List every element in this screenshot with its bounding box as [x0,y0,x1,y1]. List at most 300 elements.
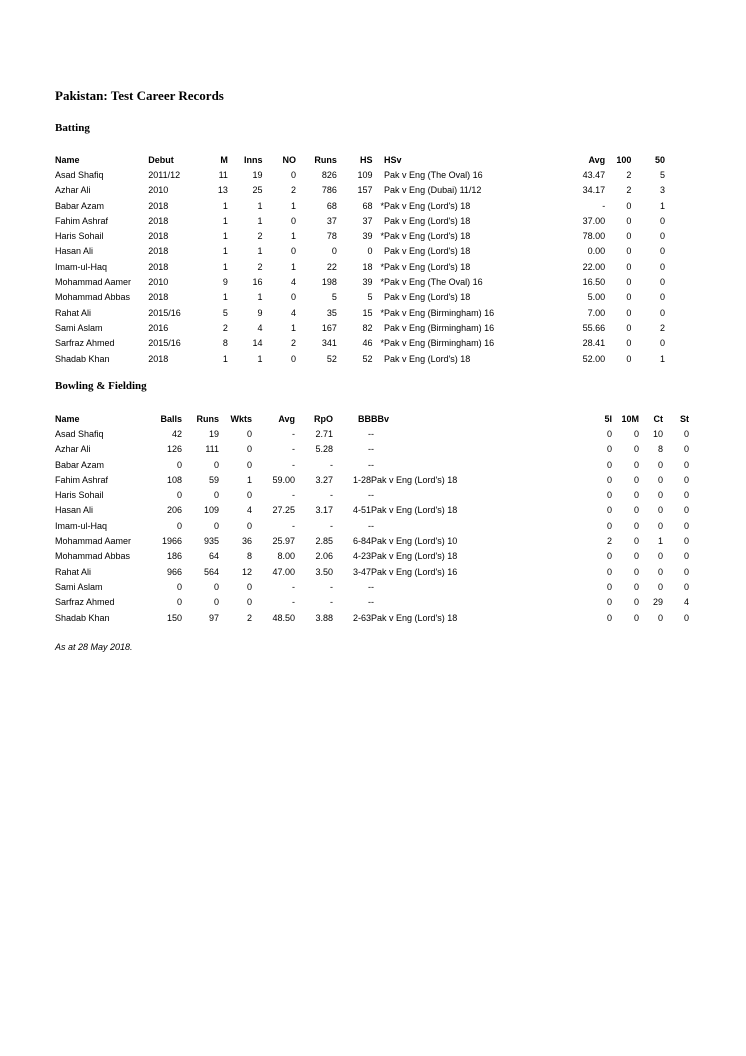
batting-cell: * [380,231,385,242]
batting-cell: 7.00 [587,307,606,318]
bowling-cell: 0 [683,490,689,501]
bowling-cell: 564 [203,566,219,577]
batting-cell: 0 [626,246,632,257]
batting-cell: Pak v Eng (Birmingham) 16 [384,338,495,349]
batting-cell: 0 [626,261,632,272]
batting-cell: Babar Azam [55,200,105,211]
batting-cell: 52 [362,353,373,364]
batting-cell: 1 [222,215,228,226]
batting-cell: 0 [626,215,632,226]
bowling-cell: Pak v Eng (Lord's) 18 [371,474,458,485]
bowling-cell: - [292,428,295,439]
bowling-cell: - [292,581,295,592]
batting-cell: 1 [257,215,263,226]
bowling-cell: 4 [683,597,689,608]
bowling-cell: Hasan Ali [55,505,94,516]
table-row [55,259,665,274]
bowling-header-row [55,411,689,426]
bowling-cell: 0 [246,520,252,531]
batting-cell: 198 [321,277,337,288]
batting-cell: 82 [362,322,373,333]
batting-cell: 0 [626,353,632,364]
batting-cell: 18 [362,261,373,272]
table-row [55,503,689,518]
bowling-cell: 2.06 [315,551,333,562]
bowling-cell: - [371,444,374,455]
bowling-cell: 0 [683,505,689,516]
batting-cell: 2018 [148,231,169,242]
batting-cell: 9 [222,277,228,288]
bowling-header-cell: BBv [371,413,390,424]
batting-cell: Pak v Eng (Lord's) 18 [384,292,471,303]
batting-cell: 25 [252,185,263,196]
bowling-cell: Sami Aslam [55,581,103,592]
bowling-cell: 5.28 [315,444,333,455]
bowling-cell: - [368,597,371,608]
batting-cell: Imam-ul-Haq [55,261,108,272]
bowling-cell: 8 [657,444,663,455]
batting-cell: 1 [291,322,297,333]
bowling-header-cell: 5I [604,413,612,424]
batting-header-cell: M [220,154,228,165]
bowling-cell: 0 [633,566,639,577]
batting-cell [373,320,385,335]
batting-cell: 2 [291,338,297,349]
table-row [55,198,665,213]
batting-cell: 1 [222,292,228,303]
bowling-cell: 0 [606,597,612,608]
bowling-cell: 3.27 [315,474,333,485]
bowling-cell: 1 [246,474,252,485]
bowling-cell: - [292,444,295,455]
batting-cell: 341 [321,338,337,349]
batting-cell: 0 [659,338,665,349]
bowling-cell: 0 [246,459,252,470]
bowling-cell: Sarfraz Ahmed [55,597,115,608]
batting-cell: 1 [291,200,297,211]
batting-cell: Pak v Eng (The Oval) 16 [384,277,483,288]
bowling-cell: 0 [683,612,689,623]
batting-cell: 2010 [148,277,169,288]
bowling-cell: 0 [246,428,252,439]
batting-header-cell: Name [55,154,80,165]
bowling-cell: 29 [652,597,663,608]
bowling-cell: 6-84 [352,536,371,547]
batting-cell: 55.66 [582,322,606,333]
batting-cell: 0 [659,307,665,318]
table-row [55,564,689,579]
batting-cell: 0 [291,215,297,226]
batting-cell: 1 [222,231,228,242]
batting-header-cell: HSv [384,154,402,165]
bowling-header-cell: Ct [653,413,663,424]
bowling-cell: 0 [213,490,219,501]
bowling-cell: - [330,581,333,592]
batting-cell: 2 [626,169,632,180]
batting-header-cell: Runs [314,154,337,165]
bowling-cell: Haris Sohail [55,490,104,501]
batting-cell: 2 [257,231,263,242]
batting-cell: Pak v Eng (Dubai) 11/12 [384,185,482,196]
batting-cell: 14 [252,338,263,349]
bowling-cell: 0 [657,581,663,592]
batting-header-cell: Inns [243,154,263,165]
batting-cell: 0 [659,261,665,272]
batting-cell: 1 [257,353,263,364]
batting-cell: 0 [626,338,632,349]
batting-cell: 1 [222,261,228,272]
batting-cell: 43.47 [582,169,606,180]
batting-cell: 28.41 [582,338,606,349]
batting-cell: 0 [659,277,665,288]
bowling-cell: - [368,581,371,592]
batting-cell: 0 [291,353,297,364]
batting-cell: 2 [659,322,665,333]
bowling-cell: - [371,490,374,501]
batting-cell: 2 [222,322,228,333]
bowling-cell: 59 [208,474,219,485]
batting-cell: 0 [626,307,632,318]
batting-cell [373,183,385,198]
batting-cell: * [380,261,385,272]
batting-cell: 46 [362,338,373,349]
batting-cell: 2015/16 [148,338,181,349]
batting-cell: 786 [321,185,337,196]
batting-heading: Batting [55,122,90,134]
bowling-cell: - [368,490,371,501]
table-row [55,336,665,351]
batting-cell: 68 [326,200,337,211]
bowling-cell: Imam-ul-Haq [55,520,108,531]
bowling-cell: 0 [176,597,182,608]
bowling-cell: Pak v Eng (Lord's) 16 [371,566,458,577]
bowling-cell: 0 [683,459,689,470]
table-row [55,244,665,259]
bowling-cell: 0 [633,612,639,623]
batting-cell: - [602,200,606,211]
bowling-cell: 0 [176,581,182,592]
batting-cell: 0 [659,292,665,303]
bowling-cell: 3.88 [315,612,333,623]
bowling-cell: 0 [606,505,612,516]
batting-cell: 1 [222,246,228,257]
batting-cell: 1 [291,261,297,272]
batting-cell [373,167,385,182]
batting-cell: 0 [626,231,632,242]
bowling-header-cell: Balls [160,413,182,424]
table-row [55,595,689,610]
batting-cell: 0 [659,215,665,226]
batting-cell: Pak v Eng (Lord's) 18 [384,215,471,226]
bowling-cell: 1-28 [352,474,371,485]
batting-cell: 2 [291,185,297,196]
bowling-cell: 0 [633,581,639,592]
batting-cell: 2018 [148,215,169,226]
bowling-cell: Asad Shafiq [55,428,104,439]
bowling-cell: 0 [633,474,639,485]
bowling-header-cell: BB [358,413,371,424]
bowling-cell: 25.97 [272,536,295,547]
bowling-cell: 0 [606,520,612,531]
batting-header-cell: NO [282,154,297,165]
bowling-cell: - [368,444,371,455]
bowling-cell: 3.50 [315,566,333,577]
batting-cell: Pak v Eng (Lord's) 18 [384,200,471,211]
bowling-cell: 0 [683,551,689,562]
bowling-cell: 12 [241,566,252,577]
batting-cell: 37.00 [582,215,606,226]
batting-cell: Hasan Ali [55,246,94,257]
bowling-cell: 0 [606,428,612,439]
batting-cell: 52.00 [582,353,606,364]
batting-cell: 826 [321,169,337,180]
bowling-cell: 150 [166,612,182,623]
bowling-cell: Mohammad Abbas [55,551,131,562]
bowling-cell: 0 [683,581,689,592]
bowling-cell: 0 [633,551,639,562]
table-row [55,518,689,533]
bowling-cell: 0 [606,566,612,577]
batting-cell: * [380,277,385,288]
bowling-cell: - [330,459,333,470]
table-row [55,487,689,502]
bowling-cell: 0 [633,597,639,608]
bowling-cell: 0 [657,490,663,501]
batting-cell: * [380,200,385,211]
bowling-cell: 4-23 [352,551,371,562]
batting-cell: Pak v Eng (Birmingham) 16 [384,322,495,333]
bowling-cell: - [330,490,333,501]
bowling-cell: Shadab Khan [55,612,110,623]
bowling-cell: 2-63 [352,612,371,623]
batting-cell: 0 [291,246,297,257]
bowling-cell: 109 [203,505,219,516]
batting-cell: 167 [321,322,337,333]
batting-cell: 22.00 [582,261,606,272]
batting-cell: 4 [291,277,297,288]
batting-cell: 11 [218,169,228,180]
batting-cell: 1 [659,353,665,364]
batting-cell: 2018 [148,292,169,303]
batting-cell: 1 [222,200,228,211]
bowling-cell: 966 [166,566,182,577]
bowling-cell: - [330,520,333,531]
bowling-cell: 0 [606,444,612,455]
bowling-cell: 2.85 [315,536,333,547]
bowling-cell: 2 [606,536,612,547]
batting-cell: Pak v Eng (Lord's) 18 [384,246,471,257]
bowling-cell: 0 [176,459,182,470]
bowling-cell: 0 [606,612,612,623]
batting-header-cell: HS [360,154,373,165]
bowling-cell: 4 [246,505,252,516]
bowling-cell: 0 [633,459,639,470]
batting-cell: 5.00 [587,292,606,303]
bowling-cell: 36 [241,536,252,547]
batting-cell: 0 [367,246,373,257]
bowling-cell: 0 [246,490,252,501]
batting-cell: 37 [362,215,373,226]
bowling-cell: Azhar Ali [55,444,91,455]
batting-cell: Pak v Eng (The Oval) 16 [384,169,483,180]
bowling-cell: 0 [246,444,252,455]
bowling-heading: Bowling & Fielding [55,380,147,392]
batting-cell: 4 [291,307,297,318]
bowling-cell: 0 [606,581,612,592]
batting-cell: 16 [252,277,263,288]
batting-cell: 0 [626,322,632,333]
bowling-cell: - [371,428,374,439]
bowling-cell: 0 [683,474,689,485]
table-row [55,228,665,243]
bowling-cell: Babar Azam [55,459,105,470]
table-row [55,472,689,487]
batting-cell: 157 [357,185,373,196]
batting-cell: 39 [362,231,373,242]
bowling-cell: 0 [176,520,182,531]
batting-cell: 2015/16 [148,307,181,318]
batting-header-cell: Avg [588,154,606,165]
bowling-cell: 2.71 [315,428,333,439]
bowling-cell: 0 [213,581,219,592]
batting-header-cell: 50 [654,154,665,165]
bowling-cell: 10 [652,428,663,439]
bowling-cell: 126 [166,444,182,455]
batting-cell: 5 [367,292,373,303]
bowling-cell: 0 [683,444,689,455]
bowling-cell: 935 [203,536,219,547]
bowling-cell: 27.25 [272,505,295,516]
bowling-header-cell: Runs [196,413,219,424]
batting-cell: 5 [331,292,337,303]
batting-cell: 109 [357,169,373,180]
bowling-cell: 8 [246,551,252,562]
bowling-cell: 2 [246,612,252,623]
bowling-cell: 0 [683,536,689,547]
bowling-cell: 0 [633,490,639,501]
batting-cell: 1 [659,200,665,211]
bowling-cell: 1966 [161,536,182,547]
bowling-cell: - [292,459,295,470]
batting-cell: Haris Sohail [55,231,104,242]
bowling-cell: 59.00 [272,474,295,485]
batting-cell: 4 [257,322,263,333]
batting-cell [373,351,385,366]
batting-cell: 0 [626,277,632,288]
bowling-cell: - [371,520,374,531]
batting-table [55,152,665,366]
batting-cell: 8 [222,338,228,349]
batting-cell: Mohammad Aamer [55,277,132,288]
bowling-cell: Pak v Eng (Lord's) 18 [371,612,458,623]
table-row [55,290,665,305]
bowling-cell: 0 [633,520,639,531]
batting-cell: 2 [257,261,263,272]
bowling-cell: 0 [657,520,663,531]
batting-cell: Mohammad Abbas [55,292,131,303]
batting-cell: Sami Aslam [55,322,103,333]
bowling-cell: 4-51 [352,505,371,516]
table-row [55,213,665,228]
table-row [55,610,689,625]
batting-cell: 1 [291,231,297,242]
batting-header-cell: 100 [616,154,632,165]
bowling-cell: 0 [176,490,182,501]
batting-cell: 1 [257,246,263,257]
batting-cell: 52 [326,353,337,364]
batting-header-row [55,152,665,167]
bowling-cell: 64 [208,551,219,562]
batting-cell: 68 [362,200,373,211]
batting-cell: 5 [659,169,665,180]
bowling-table [55,411,689,625]
batting-cell: 0 [659,246,665,257]
table-row [55,442,689,457]
bowling-cell: 3.17 [315,505,333,516]
batting-cell: Shadab Khan [55,353,110,364]
bowling-cell: 0 [683,566,689,577]
bowling-cell: 48.50 [272,612,295,623]
bowling-cell: - [368,459,371,470]
table-row [55,183,665,198]
bowling-cell: 0 [633,505,639,516]
bowling-cell: 97 [208,612,219,623]
batting-cell: 1 [257,292,263,303]
batting-cell: 1 [257,200,263,211]
batting-cell: 2018 [148,261,169,272]
bowling-header-cell: Avg [278,413,295,424]
bowling-header-cell: RpO [314,413,333,424]
batting-cell: Pak v Eng (Lord's) 18 [384,353,471,364]
batting-cell: 9 [257,307,263,318]
table-row [55,457,689,472]
bowling-cell: 42 [171,428,182,439]
batting-cell: Rahat Ali [55,307,92,318]
batting-cell [373,290,385,305]
bowling-cell: 0 [633,536,639,547]
batting-cell: 2011/12 [148,169,181,180]
bowling-cell: 0 [606,459,612,470]
bowling-cell: - [292,520,295,531]
bowling-cell: 8.00 [277,551,295,562]
bowling-cell: - [330,597,333,608]
batting-cell: 37 [326,215,337,226]
bowling-cell: - [368,520,371,531]
bowling-cell: - [371,459,374,470]
batting-cell: 13 [217,185,228,196]
bowling-cell: 0 [683,428,689,439]
table-row [55,533,689,548]
batting-cell: Pak v Eng (Lord's) 18 [384,231,471,242]
batting-cell: 34.17 [582,185,606,196]
batting-cell: 0.00 [587,246,606,257]
batting-cell: 78 [326,231,337,242]
batting-cell: 2018 [148,353,169,364]
table-row [55,426,689,441]
bowling-cell: 19 [208,428,219,439]
bowling-cell: 0 [657,459,663,470]
batting-cell: Pak v Eng (Lord's) 18 [384,261,471,272]
batting-cell: 2018 [148,200,169,211]
batting-cell: Sarfraz Ahmed [55,338,115,349]
batting-cell: 39 [362,277,373,288]
bowling-cell: 0 [657,612,663,623]
batting-cell: 22 [326,261,337,272]
bowling-cell: 0 [657,551,663,562]
bowling-cell: Pak v Eng (Lord's) 18 [371,551,458,562]
bowling-cell: 0 [633,444,639,455]
bowling-cell: Fahim Ashraf [55,474,109,485]
